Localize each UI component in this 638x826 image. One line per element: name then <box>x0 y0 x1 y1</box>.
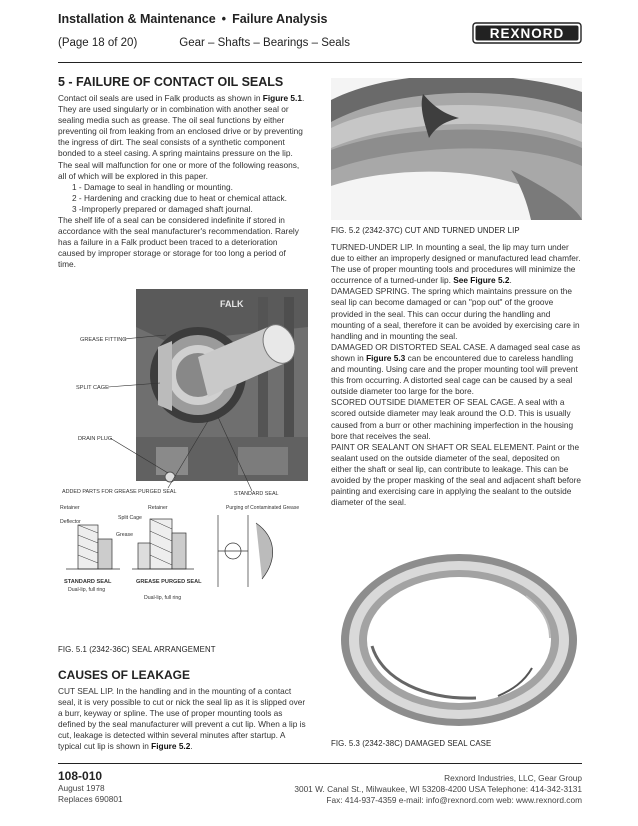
intro-paragraph <box>58 93 306 182</box>
footer-right <box>294 773 582 806</box>
header-page: (Page 18 of 20) <box>58 37 138 49</box>
intro-text-a: Contact oil seals are used in Falk products as shown in <box>58 93 263 103</box>
header-title-left: Installation & Maintenance <box>58 12 216 26</box>
purging-label: Purging of Contaminated Grease <box>226 505 300 511</box>
paint-sealant-paragraph: PAINT OR SEALANT ON SHAFT OR SEAL ELEMENT. Paint or the sealant used on the outside diameter of the seal, deposited on either the shaft or seal lip, can contribute to leakage. This can be avoided by the proper masking of the seal and adjacent shaft before painting and exercising care in applying the sealant to the outside diameter of the seal. <box>331 441 581 508</box>
causes-heading: CAUSES OF LEAKAGE <box>58 668 191 682</box>
header-rule <box>58 62 582 63</box>
figure-ref-5-2: Figure 5.2 <box>151 741 191 752</box>
grease-label: Grease <box>116 532 134 538</box>
footer-rule <box>58 763 582 764</box>
replaces-note: Replaces 690801 <box>58 794 123 804</box>
figure-ref-5-2: See Figure 5.2 <box>453 275 510 286</box>
drain-plug-label: DRAIN PLUG <box>78 436 113 442</box>
gp-seal-title: GREASE PURGED SEAL <box>136 579 202 585</box>
intro-block <box>58 93 306 271</box>
company-contact: Fax: 414-937-4359 e-mail: info@rexnord.com web: www.rexnord.com <box>326 795 582 805</box>
shelf-life-paragraph: The shelf life of a seal can be considered indefinite if stored in accordance with the seal manufacturer's recommendation. Rarely has a failure in a Falk product been traced to a deterioration caused by improper storage or storage for too long a period of time. <box>58 215 299 270</box>
header-bullet: • <box>221 12 227 26</box>
header-title <box>58 12 327 26</box>
deflector-label: Deflector <box>60 519 81 525</box>
logo-text: REXNORD <box>489 26 565 41</box>
list-item: 2 - Hardening and cracking due to heat or chemical attack. <box>72 192 287 203</box>
split-cage-label: Split Cage <box>118 515 142 521</box>
company-address: 3001 W. Canal St., Milwaukee, WI 53208-4200 USA Telephone: 414-342-3131 <box>294 784 582 794</box>
figure-ref-5-3: Figure 5.3 <box>366 352 406 363</box>
figure-ref-5-1: Figure 5.1 <box>262 93 302 103</box>
scored-od-paragraph: SCORED OUTSIDE DIAMETER OF SEAL CAGE. A seal with a scored outside diameter may leak around the O.D. This is usually caused from a burr or other machining imperfection in the housing bore that receives the seal. <box>331 397 574 441</box>
intro-text-b: . They are used singularly or in combination with another seal or sealing media such as grease. The oil seal functions by either preventing oil from leaking from an enclosed drive or by preventing the ingress of dirt. The seal consists of a synthetic component bonded to a steel casing. A spring maintains pressure on the lip. The seal will malfunction for one or more of the following reasons, all of which will be explored in this paper. <box>58 93 305 181</box>
document-code: 108-010 <box>58 769 103 783</box>
figure-5-3-caption: FIG. 5.3 (2342-38C) DAMAGED SEAL CASE <box>331 739 492 748</box>
company-name: Rexnord Industries, LLC, Gear Group <box>444 773 582 783</box>
rexnord-logo <box>472 20 582 46</box>
split-cage-label: SPLIT CAGE <box>76 385 109 391</box>
damaged-case-paragraph: DAMAGED OR DISTORTED SEAL CASE. A damaged seal case as shown in Figure 5.3 can be encountered due to careless handling and mounting. Using care and the proper mounting tool will prevent this from occurring. A distorted seal cage can be caused by a seal outside diameter too large for the bore. <box>331 341 581 397</box>
document-date: August 1978 <box>58 783 105 793</box>
list-item: 3 -Improperly prepared or damaged shaft journal. <box>72 203 253 214</box>
turned-under-lip-paragraph: TURNED-UNDER LIP. In mounting a seal, the lip may turn under due to either an improperly designed or manufactured lead chamfer. The use of proper mounting tools and procedures will minimize the occurrence of a turned-under lip. See Figure 5.2. <box>331 242 581 286</box>
std-seal-sub: Dual-lip, full ring <box>68 587 106 593</box>
cut-seal-lip-paragraph: CUT SEAL LIP. In the handling and in the mounting of a contact seal, it is very possible to cut or nick the seal lip as it is slipped over a burr, keyway or spline. The use of proper mounting tools as defined by the seal manufacturer will prevent a cut lip. When a lip is cut, leakage is detected within several minutes after startup. A typical cut lip is shown in Figure 5.2. <box>58 686 306 752</box>
causes-block <box>58 686 306 753</box>
header-subject: Gear – Shafts – Bearings – Seals <box>179 37 350 49</box>
gp-seal-sub: Dual-lip, full ring <box>144 595 182 601</box>
right-text-block <box>331 242 581 508</box>
figure-5-1-caption: FIG. 5.1 (2342-36C) SEAL ARRANGEMENT <box>58 645 216 654</box>
figure-5-2-image <box>331 78 582 220</box>
figure-5-3-image <box>336 548 582 730</box>
added-parts-label: ADDED PARTS FOR GREASE PURGED SEAL <box>62 489 177 495</box>
figure-5-2-caption: FIG. 5.2 (2342-37C) CUT AND TURNED UNDER LIP <box>331 226 520 235</box>
damaged-spring-paragraph: DAMAGED SPRING. The spring which maintains pressure on the seal lip can become damaged or can "pop out" of the groove provided in the seal. This can occur during the handling and mounting of a seal, therefore it can be avoided by exercising care in handling and in mounting the seal. <box>331 286 580 341</box>
grease-fitting-label: GREASE FITTING <box>80 337 127 343</box>
footer-left <box>58 769 123 805</box>
falk-label: FALK <box>220 299 244 309</box>
std-seal-title: STANDARD SEAL <box>64 579 112 585</box>
list-item: 1 - Damage to seal in handling or mounting. <box>72 181 233 192</box>
section-heading: 5 - FAILURE OF CONTACT OIL SEALS <box>58 75 284 89</box>
standard-seal-label: STANDARD SEAL <box>234 491 279 497</box>
header-subtitle <box>58 37 350 49</box>
header-title-right: Failure Analysis <box>232 12 328 26</box>
figure-5-1-image <box>58 287 308 637</box>
retainer-label: Retainer <box>60 505 80 511</box>
retainer-label: Retainer <box>148 505 168 511</box>
